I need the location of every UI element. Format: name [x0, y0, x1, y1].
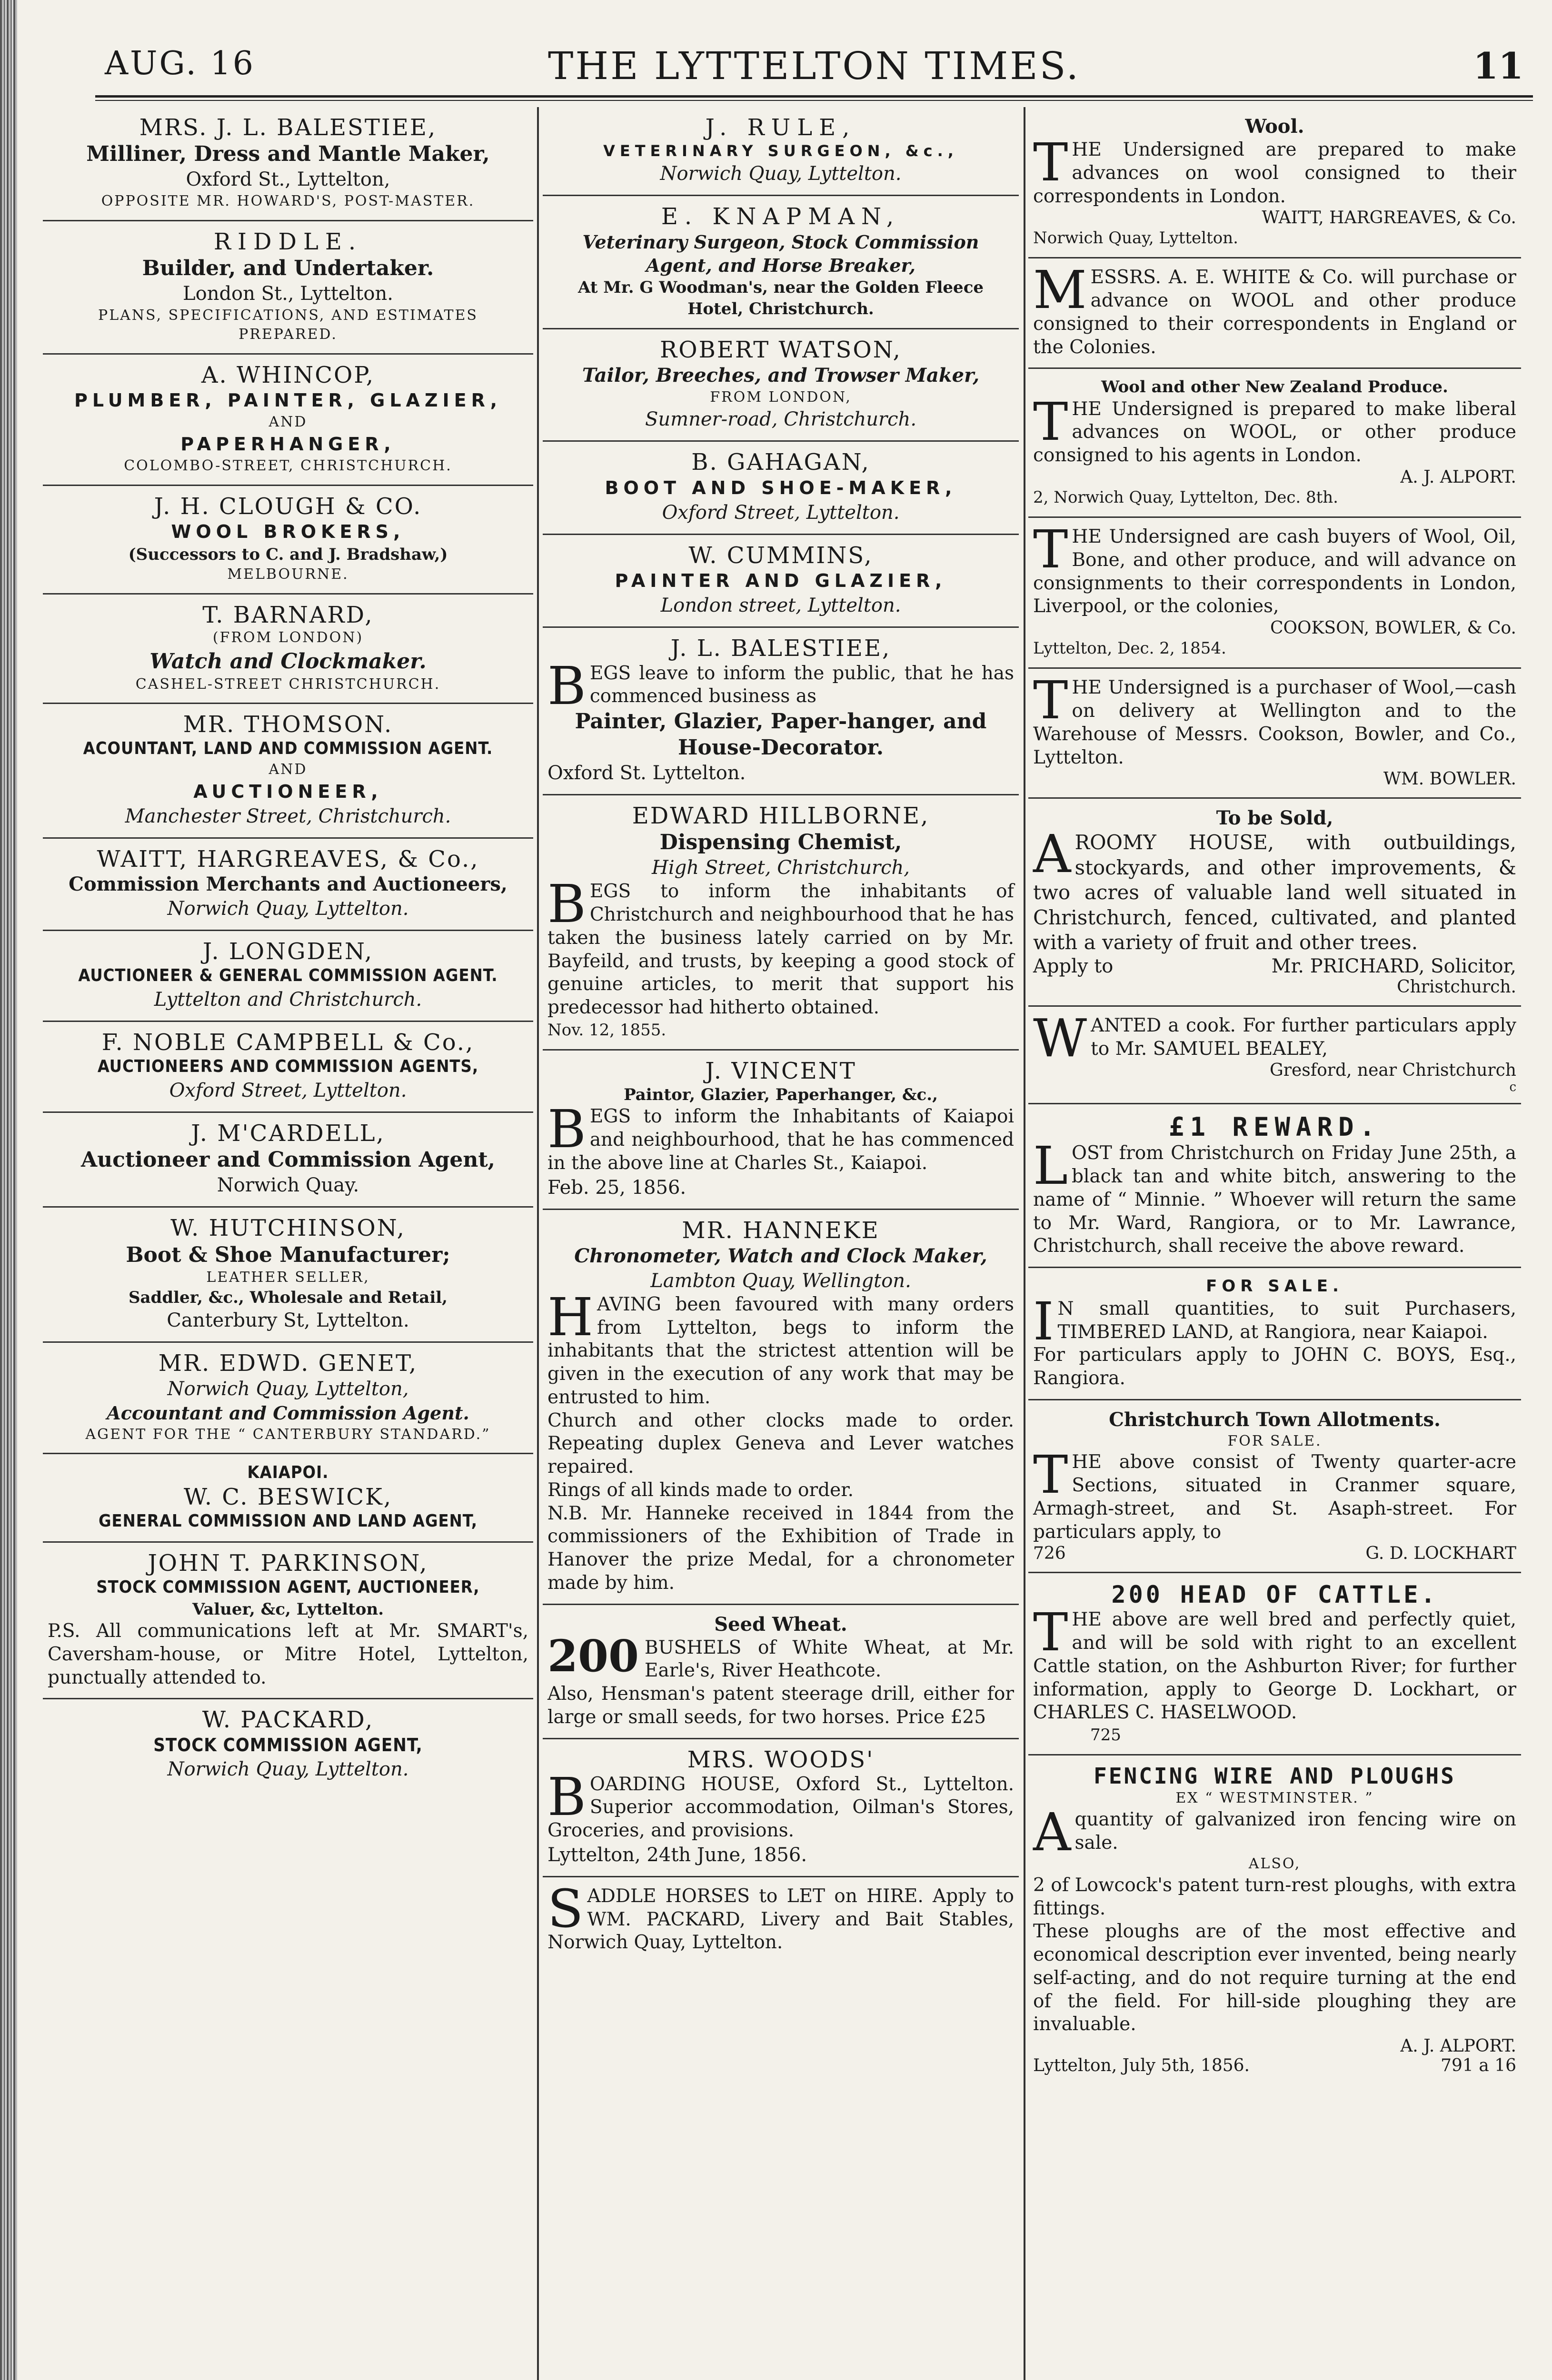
- ad-watson: ROBERT WATSON, Tailor, Breeches, and Trowser Maker, FROM LONDON, Sumner-road, Christchurch.: [543, 329, 1019, 442]
- column-divider: [537, 107, 539, 2380]
- column-1: [43, 107, 533, 2380]
- ad-thomson: MR. THOMSON. ACOUNTANT, LAND AND COMMISSION AGENT. AND AUCTIONEER, Manchester Street, Christchurch.: [43, 704, 533, 839]
- ad-to-be-sold: To be Sold, AROOMY HOUSE, with outbuildings, stockyards, and other improvements, & two acres of valuable land well situated in Christchurch, fenced, cultivated, and planted with a variety of fruit and other trees. Apply to Mr. PRICHARD, Solicitor, Christchurch.: [1028, 799, 1521, 1007]
- ad-riddle: RIDDLE. Builder, and Undertaker. London St., Lyttelton. PLANS, SPECIFICATIONS, AND ESTIMATES PREPARED.: [43, 221, 533, 355]
- ad-barnard: T. BARNARD, (FROM LONDON) Watch and Clockmaker. CASHEL-STREET CHRISTCHURCH.: [43, 595, 533, 704]
- ad-hanneke: MR. HANNEKE Chronometer, Watch and Clock Maker, Lambton Quay, Wellington. HAVING been favoured with many orders from Lyttelton, begs to inform the inhabitants that the strictest attention will be given in the execution of any work that may be entrusted to him. Church and other clocks made to order. Repeating duplex Geneva and Lever watches repaired. Rings of all kinds made to order. N.B. Mr. Hanneke received in 1844 from the commissioners of the Exhibition of Trade in Hanover the prize Medal, for a chronometer made by him.: [543, 1210, 1019, 1605]
- column-2: [543, 107, 1019, 2380]
- ad-beswick: KAIAPOI. W. C. BESWICK, GENERAL COMMISSION AND LAND AGENT,: [43, 1454, 533, 1543]
- ad-town-allotments: Christchurch Town Allotments. FOR SALE. THE above consist of Twenty quarter-acre Sections, situated in Cranmer square, Armagh-street, and St. Asaph-street. For particulars apply, to 726 G. D. LOCKHART: [1028, 1400, 1521, 1574]
- column-divider: [1024, 107, 1025, 2380]
- ad-saddle-horses: SADDLE HORSES to LET on HIRE. Apply to WM. PACKARD, Livery and Bait Stables, Norwich Quay, Lyttelton.: [547, 1878, 1014, 1954]
- ad-cattle: 200 HEAD OF CATTLE. THE above are well bred and perfectly quiet, and will be sold with right to an excellent Cattle station, on the Ashburton River; for further information, apply to George D. Lockhart, or CHARLES C. HASELWOOD. 725: [1028, 1573, 1521, 1755]
- page-number: 11: [1473, 45, 1523, 87]
- ad-waitt-hargreaves: WAITT, HARGREAVES, & Co., Commission Merchants and Auctioneers, Norwich Quay, Lyttelton.: [43, 839, 533, 931]
- ad-balestiee-painter: J. L. BALESTIEE, BEGS leave to inform the public, that he has commenced business as Painter, Glazier, Paper-hanger, and House-Decorator. Oxford St. Lyttelton.: [543, 628, 1019, 795]
- ad-fencing-wire: FENCING WIRE AND PLOUGHS EX “ WESTMINSTER. ” Aquantity of galvanized iron fencing wire on sale. ALSO, 2 of Lowcock's patent turn-rest ploughs, with extra fittings. These ploughs are of the most effective and economical description ever invented, being nearly self-acting, and do not require turning at the end of the field. For hill-side ploughing they are invaluable. A. J. ALPORT. Lyttelton, July 5th, 1856. 791 a 16: [1033, 1763, 1516, 2076]
- column-3: [1028, 107, 1521, 2380]
- ad-rule: J. RULE, VETERINARY SURGEON, &c., Norwich Quay, Lyttelton.: [543, 107, 1019, 196]
- ad-knapman: E. KNAPMAN, Veterinary Surgeon, Stock Commission Agent, and Horse Breaker, At Mr. G Woodman's, near the Golden Fleece Hotel, Christchurch.: [543, 196, 1019, 329]
- ad-for-sale-land: FOR SALE. I N small quantities, to suit Purchasers, TIMBERED LAND, at Rangiora, near Kaiapoi. For particulars apply to JOHN C. BOYS, Esq., Rangiora.: [1028, 1268, 1521, 1400]
- ad-genet: MR. EDWD. GENET, Norwich Quay, Lyttelton, Accountant and Commission Agent. AGENT FOR THE “ CANTERBURY STANDARD.”: [43, 1343, 533, 1454]
- ad-vincent: J. VINCENT Paintor, Glazier, Paperhanger, &c., BEGS to inform the Inhabitants of Kaiapoi and neighbourhood, that he has commenced in the above line at Charles St., Kaiapoi. Feb. 25, 1856.: [543, 1051, 1019, 1210]
- ad-hillborne: EDWARD HILLBORNE, Dispensing Chemist, High Street, Christchurch, BEGS to inform the inhabitants of Christchurch and neighbourhood that he has taken the business lately carried on by Mr. Bayfeild, and trusts, by keeping a good stock of genuine articles, to merit that support his predecessor had hitherto obtained. Nov. 12, 1855.: [543, 795, 1019, 1051]
- ad-wanted-cook: WANTED a cook. For further particulars apply to Mr. SAMUEL BEALEY, Gresford, near Christchurch c: [1028, 1007, 1521, 1105]
- newspaper-title: THE LYTTELTON TIMES.: [547, 44, 1080, 88]
- ad-packard: W. PACKARD, STOCK COMMISSION AGENT, Norwich Quay, Lyttelton.: [153, 1706, 423, 1781]
- ad-gahagan: B. GAHAGAN, BOOT AND SHOE-MAKER, Oxford Street, Lyttelton.: [543, 442, 1019, 535]
- issue-date: AUG. 16: [105, 45, 256, 82]
- ad-hutchinson: W. HUTCHINSON, Boot & Shoe Manufacturer; LEATHER SELLER, Saddler, &c., Wholesale and Retail, Canterbury St, Lyttelton.: [43, 1208, 533, 1343]
- ad-mcardell: J. M'CARDELL, Auctioneer and Commission Agent, Norwich Quay.: [43, 1113, 533, 1208]
- binding-edge: [0, 0, 17, 2380]
- ad-bowler: THE Undersigned is a purchaser of Wool,—cash on delivery at Wellington and to the Warehouse of Messrs. Cookson, Bowler, and Co., Lyttelton. WM. BOWLER.: [1028, 669, 1521, 799]
- ad-noble-campbell: F. NOBLE CAMPBELL & Co., AUCTIONEERS AND COMMISSION AGENTS, Oxford Street, Lyttelton.: [43, 1022, 533, 1113]
- ad-parkinson: JOHN T. PARKINSON, STOCK COMMISSION AGENT, AUCTIONEER, Valuer, &c, Lyttelton. P.S. All communications left at Mr. SMART's, Caversham-house, or Mitre Hotel, Lyttelton, punctually attended to.: [43, 1543, 533, 1699]
- ad-cummins: W. CUMMINS, PAINTER AND GLAZIER, London street, Lyttelton.: [543, 535, 1019, 628]
- ad-cookson-bowler: THE Undersigned are cash buyers of Wool, Oil, Bone, and other produce, and will advance on consignments to their correspondents in London, Liverpool, or the colonies, COOKSON, BOWLER, & Co. Lyttelton, Dec. 2, 1854.: [1028, 518, 1521, 669]
- ad-reward: £1 REWARD. LOST from Christchurch on Friday June 25th, a black tan and white bitch, answering to the name of “ Minnie. ” Whoever will return the same to Mr. Ward, Rangiora, or to Mr. Lawrance, Christchurch, shall receive the above reward.: [1028, 1104, 1521, 1268]
- ad-woods: MRS. WOODS' BOARDING HOUSE, Oxford St., Lyttelton. Superior accommodation, Oilman's Stores, Groceries, and provisions. Lyttelton, 24th June, 1856.: [543, 1739, 1019, 1877]
- masthead: [95, 42, 1533, 94]
- ad-alport-produce: Wool and other New Zealand Produce. THE Undersigned is prepared to make liberal advances on WOOL, or other produce consigned to his agents in London. A. J. ALPORT. 2, Norwich Quay, Lyttelton, Dec. 8th.: [1028, 369, 1521, 518]
- ad-longden: J. LONGDEN, AUCTIONEER & GENERAL COMMISSION AGENT. Lyttelton and Christchurch.: [43, 931, 533, 1022]
- ad-clough: J. H. CLOUGH & CO. WOOL BROKERS, (Successors to C. and J. Bradshaw,) MELBOURNE.: [43, 486, 533, 595]
- ad-seed-wheat: Seed Wheat. 200 BUSHELS of White Wheat, at Mr. Earle's, River Heathcote. Also, Hensman's patent steerage drill, either for large or small seeds, for two horses. Price £25: [543, 1605, 1019, 1739]
- masthead-rule: [95, 95, 1533, 101]
- ad-wool-waitt: Wool. THE Undersigned are prepared to make advances on wool consigned to their correspondents in London. WAITT, HARGREAVES, & Co. Norwich Quay, Lyttelton.: [1028, 107, 1521, 258]
- ad-balestiee-milliner: MRS. J. L. BALESTIEE, Milliner, Dress and Mantle Maker, Oxford St., Lyttelton, OPPOSITE MR. HOWARD'S, POST-MASTER.: [43, 107, 533, 221]
- ad-whincop: A. WHINCOP, PLUMBER, PAINTER, GLAZIER, AND PAPERHANGER, COLOMBO-STREET, CHRISTCHURCH.: [43, 355, 533, 486]
- ad-white-co: MESSRS. A. E. WHITE & Co. will purchase or advance on WOOL and other produce consigned to their correspondents in England or the Colonies.: [1028, 258, 1521, 369]
